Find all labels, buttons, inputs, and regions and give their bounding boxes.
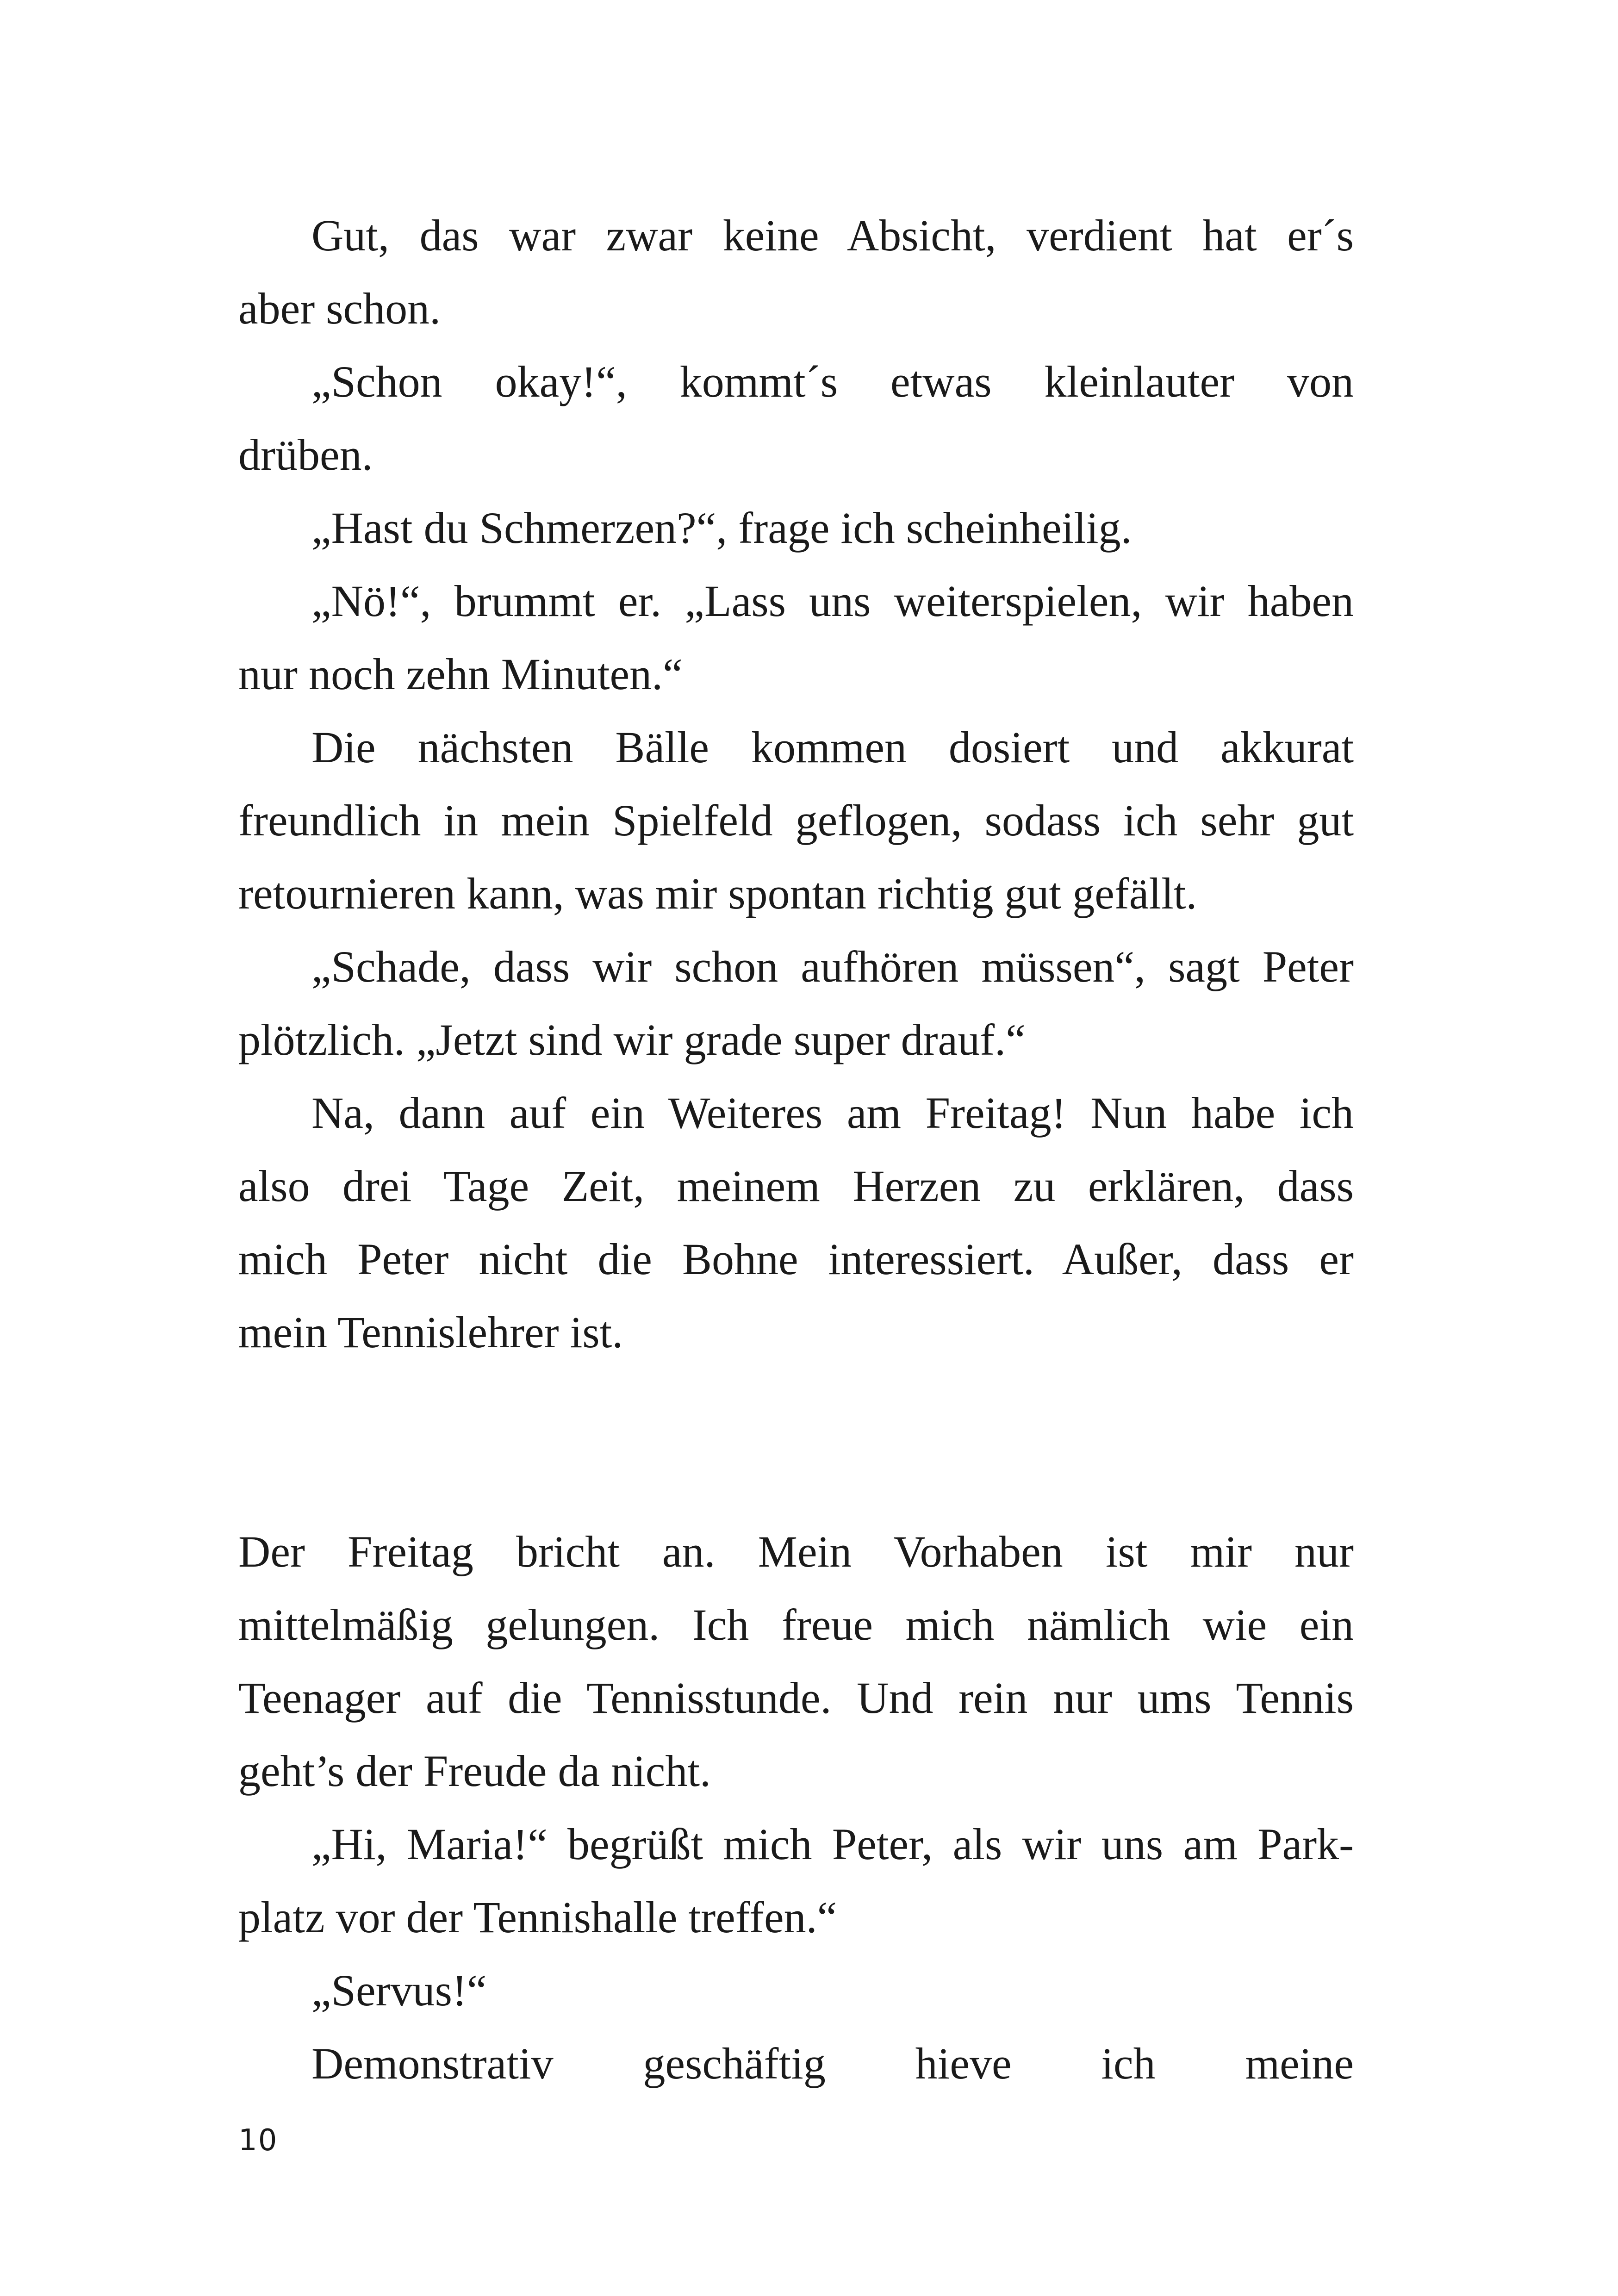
text-line: geht’s der Freude da nicht. xyxy=(238,1746,711,1796)
text-line: „Hi, Maria!“ begrüßt mich Peter, als wir uns am Park- xyxy=(311,1819,1354,1869)
text-line: Der Freitag bricht an. Mein Vorhaben ist mir nur xyxy=(238,1527,1354,1576)
text-line: retournieren kann, was mir spontan richtig gut gefällt. xyxy=(238,869,1197,918)
text-line: freundlich in mein Spielfeld geflogen, sodass ich sehr gut xyxy=(238,796,1354,845)
text-line: nur noch zehn Minuten.“ xyxy=(238,649,683,699)
text-line: Teenager auf die Tennisstunde. Und rein nur ums Tennis xyxy=(238,1673,1354,1723)
text-line: Demonstrativ geschäftig hieve ich meine xyxy=(311,2039,1354,2088)
page-number: 10 xyxy=(238,2123,278,2158)
text-line: Na, dann auf ein Weiteres am Freitag! Nun habe ich xyxy=(311,1088,1354,1138)
text-line: „Servus!“ xyxy=(311,1966,487,2015)
text-line: aber schon. xyxy=(238,284,441,333)
text-line: mein Tennislehrer ist. xyxy=(238,1307,623,1357)
text-line: plötzlich. „Jetzt sind wir grade super drauf.“ xyxy=(238,1015,1026,1064)
text-line: drüben. xyxy=(238,430,373,479)
text-line: Gut, das war zwar keine Absicht, verdient hat er´s xyxy=(311,211,1354,260)
body-text xyxy=(238,199,1354,2100)
text-line: Die nächsten Bälle kommen dosiert und akkurat xyxy=(311,722,1354,772)
text-line: mich Peter nicht die Bohne interessiert. Außer, dass er xyxy=(238,1234,1354,1284)
text-line: mittelmäßig gelungen. Ich freue mich nämlich wie ein xyxy=(238,1600,1354,1649)
section-break xyxy=(238,1369,1354,1515)
text-line: „Hast du Schmerzen?“, frage ich scheinheilig. xyxy=(311,503,1132,553)
text-line: platz vor der Tennishalle treffen.“ xyxy=(238,1892,837,1942)
text-line: also drei Tage Zeit, meinem Herzen zu erklären, dass xyxy=(238,1161,1354,1211)
text-line: „Schon okay!“, kommt´s etwas kleinlauter von xyxy=(311,357,1354,406)
text-line: „Schade, dass wir schon aufhören müssen“, sagt Peter xyxy=(311,942,1354,991)
text-line: „Nö!“, brummt er. „Lass uns weiterspielen, wir haben xyxy=(311,576,1354,626)
